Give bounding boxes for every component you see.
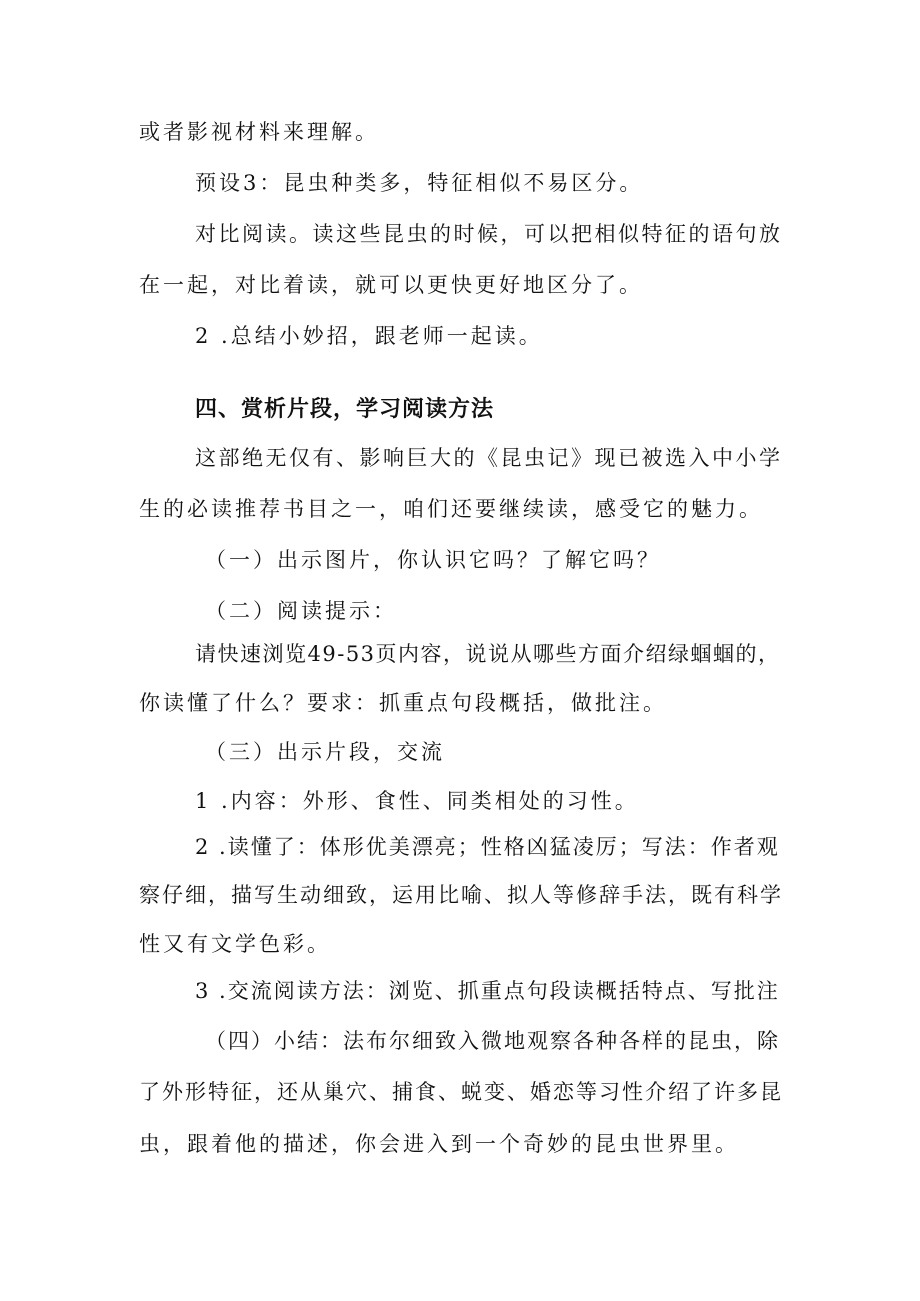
paragraph-line-2: 预设3：昆虫种类多，特征相似不易区分。: [195, 171, 644, 195]
paragraph-line-16: 性又有文学色彩。: [139, 932, 331, 956]
paragraph-line-8: （一）出示图片，你认识它吗？了解它吗？: [205, 548, 661, 572]
section-heading: 四、赏析片段，学习阅读方法: [195, 397, 495, 422]
paragraph-line-3: 对比阅读。读这些昆虫的时候，可以把相似特征的语句放: [195, 222, 783, 246]
paragraph-line-7: 生的必读推荐书目之一，咱们还要继续读，感受它的魅力。: [139, 497, 763, 521]
paragraph-line-5: 2 .总结小妙招，跟老师一起读。: [195, 324, 543, 348]
paragraph-line-12: （三）出示片段，交流: [205, 740, 445, 764]
paragraph-line-9: （二）阅读提示：: [205, 599, 397, 623]
paragraph-line-4: 在一起，对比着读，就可以更快更好地区分了。: [139, 273, 643, 297]
paragraph-line-13: 1 .内容：外形、食性、同类相处的习性。: [195, 789, 639, 813]
paragraph-line-1: 或者影视材料来理解。: [139, 120, 379, 144]
paragraph-line-19: 了外形特征，还从巢穴、捕食、蜕变、婚恋等习性介绍了许多昆: [139, 1080, 783, 1104]
paragraph-line-11: 你读懂了什么？要求：抓重点句段概括，做批注。: [139, 691, 667, 715]
paragraph-line-18: （四）小结：法布尔细致入微地观察各种各样的昆虫，除: [205, 1029, 780, 1053]
paragraph-line-15: 察仔细，描写生动细致，运用比喻、拟人等修辞手法，既有科学: [139, 883, 783, 907]
paragraph-line-20: 虫，跟着他的描述，你会进入到一个奇妙的昆虫世界里。: [139, 1132, 739, 1156]
paragraph-line-17: 3 .交流阅读方法：浏览、抓重点句段读概括特点、写批注: [195, 979, 780, 1003]
paragraph-line-14: 2 .读懂了：体形优美漂亮；性格凶猛凌厉；写法：作者观: [195, 835, 780, 859]
paragraph-line-10: 请快速浏览49-53页内容，说说从哪些方面介绍绿蝈蝈的，: [195, 642, 781, 666]
paragraph-line-6: 这部绝无仅有、影响巨大的《昆虫记》现已被选入中小学: [195, 446, 783, 470]
